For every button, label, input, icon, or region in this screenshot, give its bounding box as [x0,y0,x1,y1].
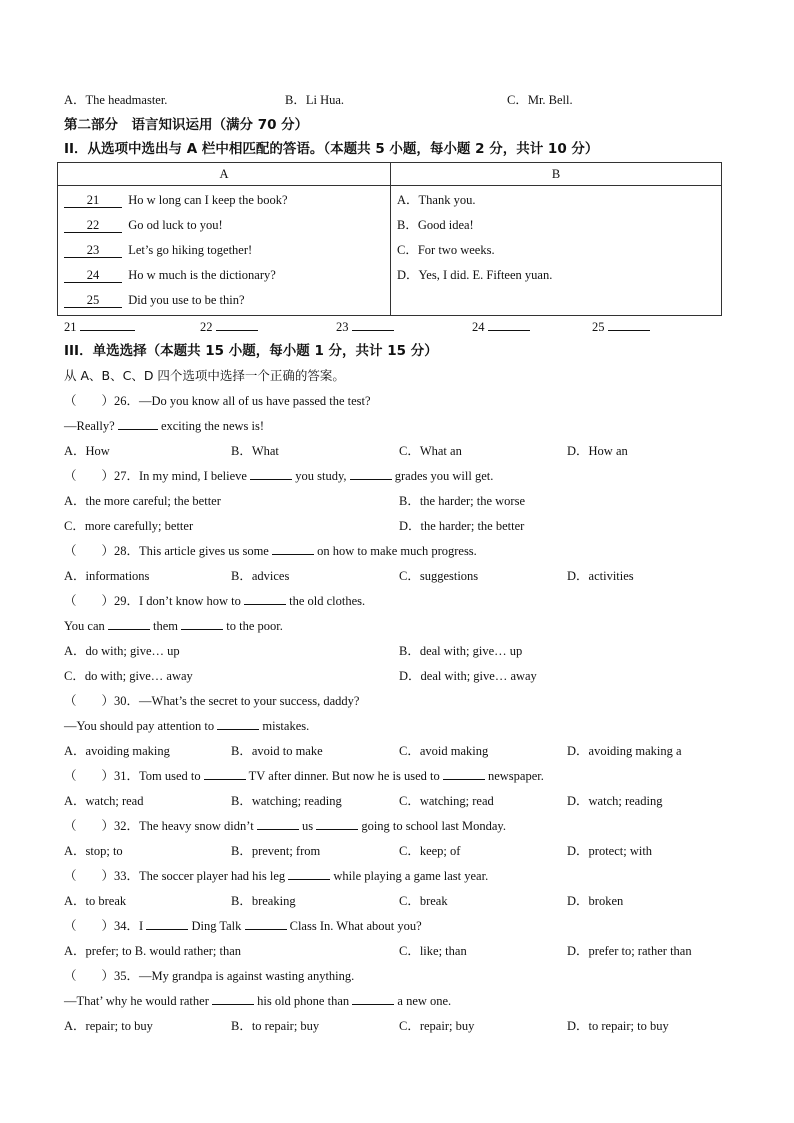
q32-opt-c[interactable]: C．keep; of [399,844,461,858]
question-30: （ ）30．—What’s the secret to your success, daddy? [64,694,360,708]
answer-blank[interactable] [80,330,135,331]
blank[interactable] [350,479,392,480]
q29-opt-d[interactable]: D．deal with; give… away [399,669,537,683]
q34-opt-a[interactable]: A．prefer; to B. would rather; than [64,944,242,958]
q31-opt-c[interactable]: C．watching; read [399,794,494,808]
question-34: （ ）34．I Ding Talk Class In. What about you? [64,919,422,933]
q30-opt-a[interactable]: A．avoiding making [64,744,170,758]
blank[interactable] [443,779,485,780]
q33-opt-c[interactable]: C．break [399,894,448,908]
option-a: A．The headmaster. [64,93,168,107]
q35-opt-b[interactable]: B．to repair; buy [231,1019,320,1033]
a-item [58,288,390,313]
blank[interactable] [250,479,292,480]
q27-opt-d[interactable]: D．the harder; the better [399,519,525,533]
q26-opt-c[interactable]: C．What an [399,444,462,458]
q28-opt-a[interactable]: A．informations [64,569,150,583]
a-item [58,188,390,213]
blank[interactable]: 22 [64,218,122,233]
answer-blank[interactable] [352,330,394,331]
q31-opt-a[interactable]: A．watch; read [64,794,144,808]
q33-opt-b[interactable]: B．breaking [231,894,296,908]
blank[interactable] [352,1004,394,1005]
a-item [58,238,390,263]
blank[interactable] [146,929,188,930]
answer-paren[interactable]: （ ） [64,969,115,983]
q26-opt-d[interactable]: D．How an [567,444,628,458]
option-c: C．Mr. Bell. [507,93,573,107]
question-35-line2: —That’ why he would rather his old phone than a new one. [64,994,452,1008]
q27-opt-a[interactable]: A．the more careful; the better [64,494,221,508]
question-32: （ ）32．The heavy snow didn’t us going to school last Monday. [64,819,506,833]
answer-paren[interactable]: （ ） [64,469,115,483]
question-30-line2: —You should pay attention to mistakes. [64,719,310,733]
q30-opt-d[interactable]: D．avoiding making a [567,744,682,758]
question-26-line2: —Really? exciting the news is! [64,419,265,433]
blank[interactable] [316,829,358,830]
blank[interactable] [204,779,246,780]
column-b-header: B [391,163,722,186]
answer-blank[interactable] [488,330,530,331]
question-31: （ ）31．Tom used to TV after dinner. But now he is used to newspaper. [64,769,544,783]
q28-opt-c[interactable]: C．suggestions [399,569,479,583]
blank[interactable] [212,1004,254,1005]
blank[interactable]: 24 [64,268,122,283]
b-item: B．Good idea! [397,218,474,232]
answer-24: 24 [472,319,530,335]
q34-opt-d[interactable]: D．prefer to; rather than [567,944,692,958]
question-29-line2: You can them to the poor. [64,619,283,633]
answer-21: 21 [64,319,135,335]
question-26: （ ）26．—Do you know all of us have passed the test? [64,394,371,408]
q28-opt-b[interactable]: B．advices [231,569,290,583]
a-item-text: Ho w much is the dictionary? [128,268,276,282]
part2-title: 第二部分 语言知识运用（满分 70 分） [64,117,309,133]
section2-title: II．从选项中选出与 A 栏中相匹配的答语。（本题共 5 小题，每小题 2 分，共计 10 分） [64,141,599,157]
answer-paren[interactable]: （ ） [64,769,115,783]
q33-opt-a[interactable]: A．to break [64,894,127,908]
q29-opt-a[interactable]: A．do with; give… up [64,644,180,658]
q27-opt-c[interactable]: C．more carefully; better [64,519,194,533]
q32-opt-b[interactable]: B．prevent; from [231,844,321,858]
q27-opt-b[interactable]: B．the harder; the worse [399,494,526,508]
answer-paren[interactable]: （ ） [64,694,115,708]
a-item [58,263,390,288]
q31-opt-d[interactable]: D．watch; reading [567,794,663,808]
blank[interactable] [244,604,286,605]
q35-opt-d[interactable]: D．to repair; to buy [567,1019,669,1033]
answer-paren[interactable]: （ ） [64,869,115,883]
q32-opt-d[interactable]: D．protect; with [567,844,653,858]
column-b-cell [391,186,722,316]
q28-opt-d[interactable]: D．activities [567,569,634,583]
answer-blank[interactable] [608,330,650,331]
q35-opt-c[interactable]: C．repair; buy [399,1019,475,1033]
section3-title: III．单选选择（本题共 15 小题，每小题 1 分，共计 15 分） [64,343,438,359]
blank[interactable]: 25 [64,293,122,308]
answer-23: 23 [336,319,394,335]
q35-opt-a[interactable]: A．repair; to buy [64,1019,153,1033]
q26-opt-b[interactable]: B．What [231,444,279,458]
blank[interactable] [108,629,150,630]
a-item-text: Go od luck to you! [128,218,223,232]
blank[interactable] [118,429,158,430]
answer-paren[interactable]: （ ） [64,394,115,408]
b-item: C．For two weeks. [397,243,495,257]
blank[interactable] [181,629,223,630]
answer-paren[interactable]: （ ） [64,919,115,933]
blank[interactable] [217,729,259,730]
q32-opt-a[interactable]: A．stop; to [64,844,123,858]
answer-22: 22 [200,319,258,335]
answer-25: 25 [592,319,650,335]
q30-opt-b[interactable]: B．avoid to make [231,744,323,758]
answer-paren[interactable]: （ ） [64,594,115,608]
answer-paren[interactable]: （ ） [64,544,115,558]
section3-instruction: 从 A、B、C、D 四个选项中选择一个正确的答案。 [64,368,345,383]
blank[interactable] [257,829,299,830]
q30-opt-c[interactable]: C．avoid making [399,744,489,758]
question-33: （ ）33．The soccer player had his leg while playing a game last year. [64,869,489,883]
a-item-text: Ho w long can I keep the book? [128,193,288,207]
question-35: （ ）35．—My grandpa is against wasting anything. [64,969,355,983]
q29-opt-c[interactable]: C．do with; give… away [64,669,193,683]
matching-table [57,162,722,316]
answer-paren[interactable]: （ ） [64,819,115,833]
a-item-text: Let’s go hiking together! [128,243,253,257]
question-28: （ ）28．This article gives us some on how to make much progress. [64,544,477,558]
q33-opt-d[interactable]: D．broken [567,894,624,908]
blank[interactable] [245,929,287,930]
question-27: （ ）27．In my mind, I believe you study, grades you will get. [64,469,494,483]
b-item: A．Thank you. [397,193,476,207]
column-a-header: A [58,163,391,186]
q31-opt-b[interactable]: B．watching; reading [231,794,342,808]
q34-opt-c[interactable]: C．like; than [399,944,467,958]
answer-blank[interactable] [216,330,258,331]
a-item [58,213,390,238]
q26-opt-a[interactable]: A．How [64,444,110,458]
a-item-text: Did you use to be thin? [128,293,245,307]
blank[interactable]: 21 [64,193,122,208]
blank[interactable] [288,879,330,880]
question-29: （ ）29．I don’t know how to the old clothes. [64,594,366,608]
column-a-cell [58,186,391,316]
blank[interactable] [272,554,314,555]
q29-opt-b[interactable]: B．deal with; give… up [399,644,523,658]
b-item: D．Yes, I did. E. Fifteen yuan. [397,268,553,282]
blank[interactable]: 23 [64,243,122,258]
option-b: B．Li Hua. [285,93,345,107]
